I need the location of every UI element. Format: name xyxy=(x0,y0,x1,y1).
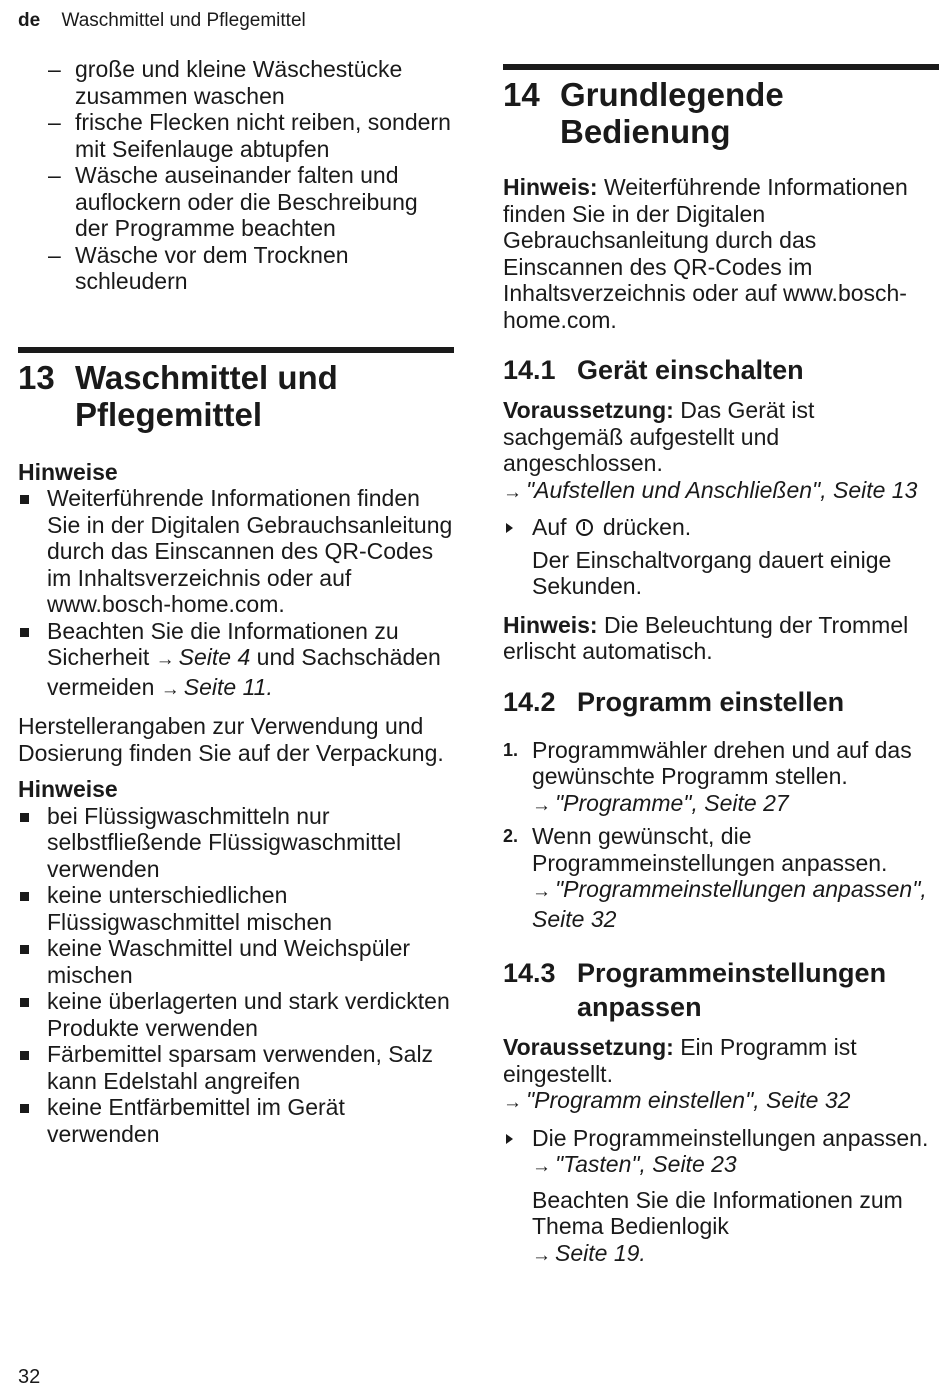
list-item: – Wäsche vor dem Trocknen schleudern xyxy=(48,241,349,294)
square-bullet xyxy=(20,945,29,954)
step-triangle-icon xyxy=(506,523,513,533)
step-number: 2. xyxy=(503,826,519,846)
section-number: 14.3 xyxy=(503,958,556,988)
square-bullet xyxy=(20,998,29,1007)
arrow-right-icon: → xyxy=(155,649,175,670)
list-item: bei Flüssigwaschmitteln nur selbstfließende Flüssigwaschmittel verwenden xyxy=(18,803,454,883)
arrow-right-icon: → xyxy=(503,481,522,503)
dash-marker: – xyxy=(48,162,61,188)
arrow-right-icon: → xyxy=(532,1244,551,1266)
instruction-step: Auf drücken. xyxy=(503,514,939,541)
list-item: Beachten Sie die Informationen zu Sicherheit → Seite 4 und Sachschäden vermeiden → Seite 11. xyxy=(18,618,454,704)
washing-tips-list xyxy=(18,56,454,295)
chapter-title: Waschmittel und Pflegemittel xyxy=(75,358,338,433)
list-item: – Wäsche auseinander falten und auflockern oder die Beschreibung der Programme beachten xyxy=(48,162,418,241)
chapter-title: Grundlegende Bedienung xyxy=(560,76,784,150)
cross-reference[interactable]: → "Programm einstellen", Seite 32 xyxy=(503,1087,851,1113)
dash-marker: – xyxy=(48,241,61,268)
chapter-heading-13 xyxy=(18,359,454,433)
left-column xyxy=(18,56,454,1147)
step-number: 1. xyxy=(503,739,519,760)
chapter-heading-14 xyxy=(503,76,939,150)
precondition: Voraussetzung: Das Gerät ist sachgemäß aufgestellt und angeschlossen. xyxy=(503,397,815,476)
precondition: Voraussetzung: Ein Programm ist eingestellt. xyxy=(503,1034,857,1087)
detergent-hints-list xyxy=(18,803,454,1148)
dash-marker: – xyxy=(48,109,61,135)
square-bullet xyxy=(20,495,29,504)
list-item: keine unterschiedlichen Flüssigwaschmittel mischen xyxy=(18,882,454,935)
section-number: 14.2 xyxy=(503,686,556,717)
section-title: Gerät einschalten xyxy=(577,355,804,385)
square-bullet xyxy=(20,628,29,637)
list-item: Weiterführende Informationen finden Sie in der Digitalen Gebrauchsanleitung durch das Einscannen des QR-Codes im Inhaltsverzeichnis oder auf www.bosch-home.com. xyxy=(18,485,454,618)
cross-reference[interactable]: → "Tasten", Seite 23 xyxy=(532,1151,737,1177)
square-bullet xyxy=(20,1051,29,1060)
cross-reference[interactable]: → Seite 4 xyxy=(155,644,251,670)
cross-reference[interactable]: → "Aufstellen und Anschließen", Seite 13 xyxy=(503,476,918,503)
step-triangle-icon xyxy=(506,1134,513,1144)
arrow-right-icon: → xyxy=(532,794,551,816)
list-item: Färbemittel sparsam verwenden, Salz kann Edelstahl angreifen xyxy=(18,1041,454,1094)
list-item: – große und kleine Wäschestücke zusammen waschen xyxy=(48,56,403,109)
arrow-right-icon: → xyxy=(503,1092,522,1113)
arrow-right-icon: → xyxy=(532,1156,551,1177)
numbered-step: 2. Wenn gewünscht, die Programmeinstellungen anpassen. → "Programmeinstellungen anpassen", Seite 32 xyxy=(503,823,927,932)
hint-note: Hinweis: Die Beleuchtung der Trommel erlischt automatisch. xyxy=(503,611,909,664)
cross-reference[interactable]: → "Programme", Seite 27 xyxy=(532,789,789,816)
section-heading-14-3 xyxy=(503,956,939,1024)
page-header xyxy=(18,8,306,34)
power-icon xyxy=(576,519,593,536)
dash-marker: – xyxy=(48,56,61,82)
chapter-rule xyxy=(503,64,939,70)
chapter-number: 13 xyxy=(18,358,55,396)
language-code: de xyxy=(18,10,41,31)
right-column xyxy=(503,64,939,1269)
section-heading-14-2 xyxy=(503,685,939,719)
arrow-right-icon: → xyxy=(160,678,180,700)
cross-reference[interactable]: → Seite 19. xyxy=(532,1239,646,1266)
square-bullet xyxy=(20,1104,29,1113)
step-result: Der Einschaltvorgang dauert einige Sekunden. xyxy=(532,546,892,599)
cross-reference[interactable]: → "Programmeinstellungen anpassen", Seite 32 xyxy=(532,876,927,932)
cross-reference[interactable]: → Seite 11. xyxy=(160,673,273,700)
manufacturer-info-paragraph: Herstellerangaben zur Verwendung und Dosierung finden Sie auf der Verpackung. xyxy=(18,713,444,766)
section-title: Programm einstellen xyxy=(577,686,845,717)
page-number: 32 xyxy=(18,1366,41,1388)
hinweise-label: Hinweise xyxy=(18,458,118,485)
running-section-title: Waschmittel und Pflegemittel xyxy=(61,10,306,31)
section-heading-14-1 xyxy=(503,353,939,387)
square-bullet xyxy=(20,813,29,822)
arrow-right-icon: → xyxy=(532,881,551,902)
list-item: keine überlagerten und stark verdickten Produkte verwenden xyxy=(18,988,454,1041)
square-bullet xyxy=(20,892,29,901)
hinweise-list xyxy=(18,485,454,703)
list-item: keine Waschmittel und Weichspüler mischen xyxy=(18,935,454,988)
hinweise-label: Hinweise xyxy=(18,776,118,802)
chapter-number: 14 xyxy=(503,76,540,113)
numbered-step: 1. Programmwähler drehen und auf das gewünschte Programm stellen. → "Programme", Seite 27 xyxy=(503,736,912,816)
list-item: – frische Flecken nicht reiben, sondern mit Seifenlauge abtupfen xyxy=(48,109,451,162)
section-title: Programmeinstellungen anpassen xyxy=(577,958,887,1022)
intro-note: Hinweis: Weiterführende Informationen finden Sie in der Digitalen Gebrauchsanleitung durch das Einscannen des QR-Codes im Inhaltsverzeichnis oder auf www.bosch-home.com. xyxy=(503,174,908,333)
chapter-rule xyxy=(18,347,454,353)
instruction-step: Die Programmeinstellungen anpassen. → "Tasten", Seite 23 xyxy=(503,1125,939,1181)
section-number: 14.1 xyxy=(503,355,556,385)
step-note: Beachten Sie die Informationen zum Thema Bedienlogik → Seite 19. xyxy=(532,1186,903,1266)
list-item: keine Entfärbemittel im Gerät verwenden xyxy=(18,1094,454,1147)
